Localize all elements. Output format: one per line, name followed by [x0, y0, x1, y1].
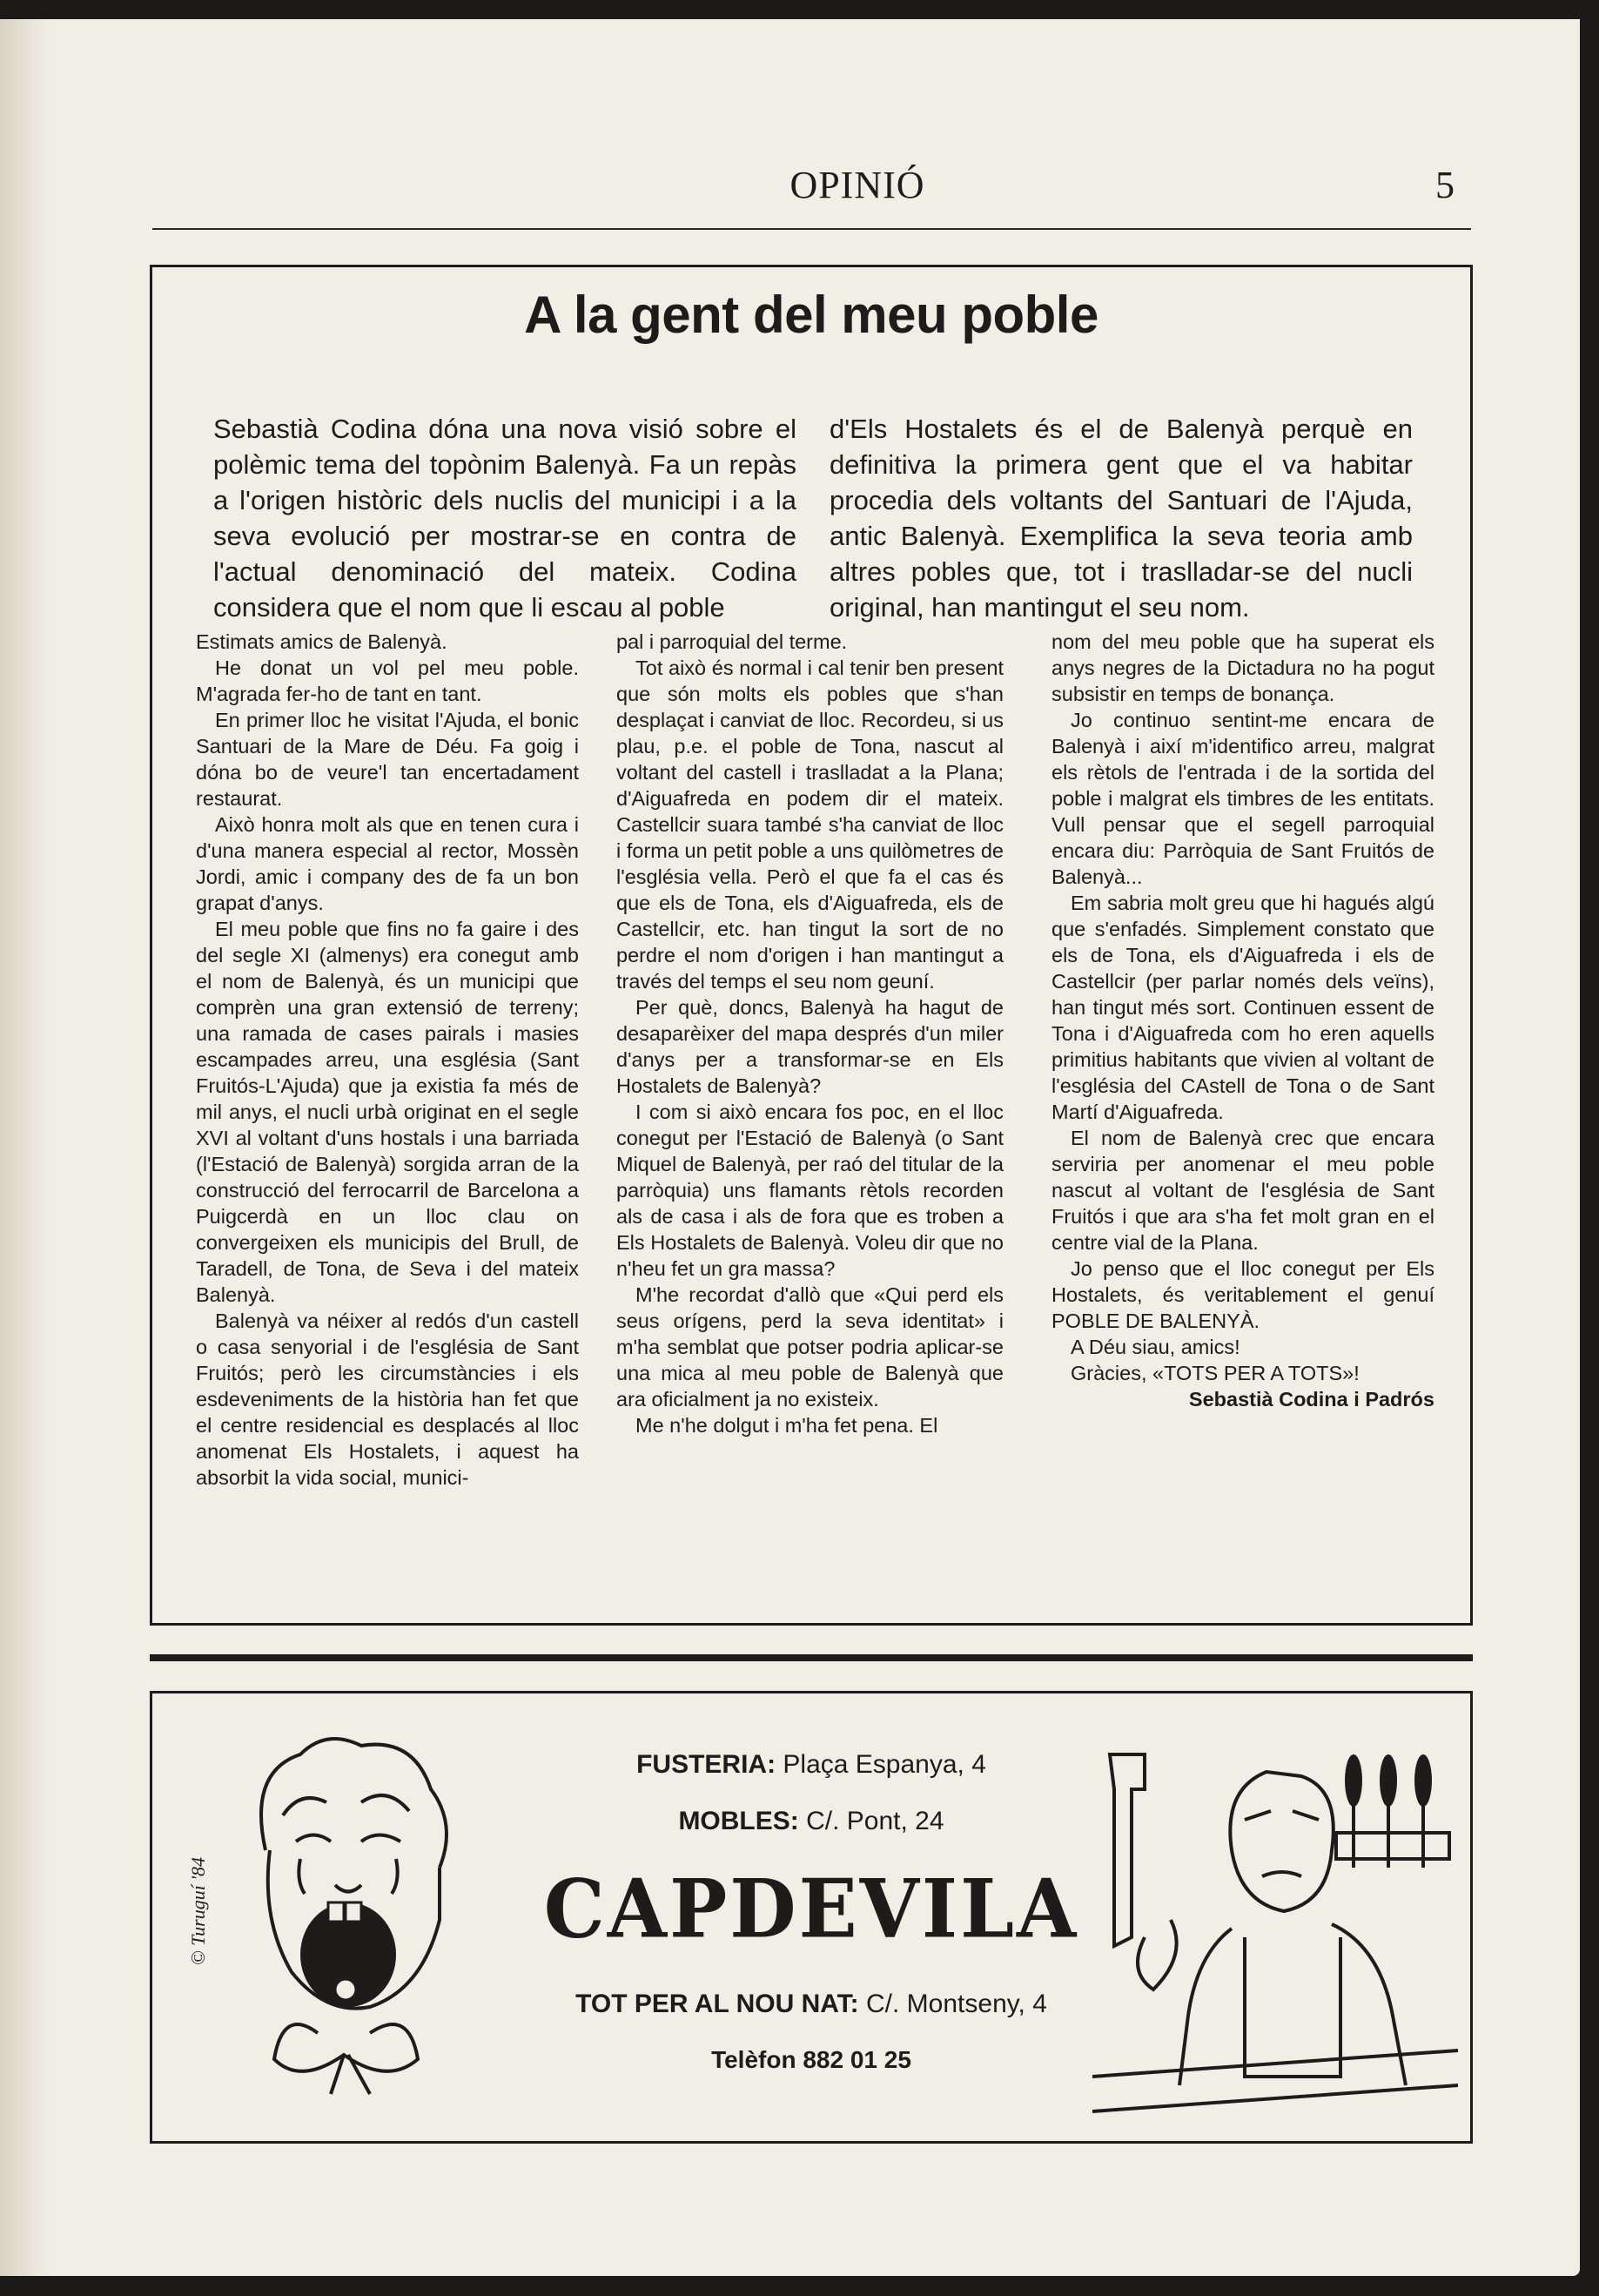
paragraph: Tot això és normal i cal tenir ben present que són molts els pobles que s'han desplaçat i canviat de lloc. Recordeu, si us plau, p.e. el poble de Tona, nascut al voltant del castell i traslladat a la Plana; d'Aiguafreda en podem dir el mateix. Castellcir suara també s'ha canviat de lloc i forma un petit poble a uns quilòmetres de l'església vella. Però el que fa el cas és que els de Tona, els d'Aiguafreda, els de Castellcir, etc. han tingut la sort de no perdre el nom d'origen i han mantingut a través del temps el seu nom geuní.: [616, 656, 1004, 993]
section-title: OPINIÓ: [789, 164, 925, 206]
paragraph: He donat un vol pel meu poble. M'agrada fer-ho de tant en tant.: [196, 656, 579, 705]
paragraph: En primer lloc he visitat l'Ajuda, el bonic Santuari de la Mare de Déu. Fa goig i dóna bo de veure'l tan encertadament restaurat.: [196, 709, 579, 810]
paragraph: Gràcies, «TOTS PER A TOTS»!: [1071, 1362, 1360, 1384]
advertisement: [150, 1691, 1473, 2144]
newspaper-page: [0, 19, 1580, 2276]
article-column-3: [1051, 629, 1434, 1412]
paragraph: El nom de Balenyà crec que encara serviria per anomenar el meu poble nascut al voltant de l'església de Sant Fruitós i que ara s'ha fet molt gran en el centre vial de la Plana.: [1051, 1127, 1434, 1254]
paragraph: Jo continuo sentint-me encara de Balenyà i així m'identifico arreu, malgrat els rètols de l'entrada i de la sortida del poble i malgrat els timbres de les entitats. Vull pensar que el segell parroquial encara diu: Parròquia de Sant Fruitós de Balenyà...: [1051, 709, 1434, 888]
paragraph: Estimats amics de Balenyà.: [196, 630, 447, 653]
article-column-1: [196, 629, 579, 1491]
artist-signature: © Turuguí '84: [187, 1856, 209, 1966]
header-rule: [152, 228, 1471, 230]
page-number: 5: [1435, 164, 1455, 206]
paragraph: Me n'he dolgut i m'ha fet pena. El: [635, 1414, 938, 1437]
paragraph: A Déu siau, amics!: [1071, 1336, 1240, 1358]
carpenter-illustration: [1092, 1737, 1458, 2120]
ad-mobles-address: C/. Pont, 24: [806, 1807, 944, 1835]
article-title: A la gent del meu poble: [524, 286, 1098, 344]
ad-fusteria-label: FUSTERIA:: [636, 1750, 776, 1779]
ad-fusteria-address: Plaça Espanya, 4: [783, 1750, 986, 1779]
paragraph: I com si això encara fos poc, en el lloc conegut per l'Estació de Balenyà (o Sant Miquel de Balenyà, per raó del titular de la parròquia) uns flamants rètols recorden als de casa i als de fora que es troben a Els Hostalets de Balenyà. Voleu dir que no n'heu fet un gra massa?: [616, 1101, 1004, 1280]
ad-nounat-label: TOT PER AL NOU NAT:: [575, 1990, 859, 2018]
article-column-2: [616, 629, 1004, 1438]
ad-nounat-address: C/. Montseny, 4: [866, 1990, 1047, 2018]
author-signature: Sebastià Codina i Padrós: [1188, 1388, 1434, 1411]
paragraph: pal i parroquial del terme.: [616, 630, 848, 653]
ad-mobles-label: MOBLES:: [678, 1807, 799, 1835]
article-intro-left: Sebastià Codina dóna una nova visió sobre el polèmic tema del topònim Balenyà. Fa un repàs a l'origen històric dels nuclis del municipi i a la seva evolució per mostrar-se en contra de l'actual denominació del mateix. Codina considera que el nom que li escau al poble: [213, 414, 796, 623]
article-intro-right: d'Els Hostalets és el de Balenyà perquè en definitiva la primera gent que el va habitar procedia dels voltants del Santuari de l'Ajuda, antic Balenyà. Exemplifica la seva teoria amb altres pobles que, tot i traslladar-se del nucli original, han mantingut el seu nom.: [830, 414, 1413, 623]
ad-phone: Telèfon 882 01 25: [711, 2046, 911, 2073]
paragraph: El meu poble que fins no fa gaire i des del segle XI (almenys) era conegut amb el nom de Balenyà, és un municipi que comprèn una gran extensió de terreny; una ramada de cases pairals i masies escampades arreu, una església (Sant Fruitós-L'Ajuda) que ja existia fa més de mil anys, el nucli urbà originat en el segle XVI al voltant d'uns hostals i una barriada (l'Estació de Balenyà) sorgida arran de la construcció del ferrocarril de Barcelona a Puigcerdà en un lloc clau on convergeixen els municipis del Brull, de Taradell, de Tona, de Seva i del mateix Balenyà.: [196, 918, 579, 1306]
paragraph: nom del meu poble que ha superat els anys negres de la Dictadura no ha pogut subsistir en temps de bonança.: [1051, 630, 1434, 705]
paragraph: M'he recordat d'allò que «Qui perd els seus orígens, perd la seva identitat» i m'ha semblat que potser podria aplicar-se una mica al meu poble de Balenyà que ara oficialment ja no existeix.: [616, 1283, 1004, 1411]
paragraph: Això honra molt als que en tenen cura i d'una manera especial al rector, Mossèn Jordi, amic i company des de fa un bon grapat d'anys.: [196, 813, 579, 914]
ad-brand-name: CAPDEVILA: [543, 1861, 1079, 1956]
article-box: [150, 265, 1473, 1626]
paragraph: Balenyà va néixer al redós d'un castell o casa senyorial i de l'església de Sant Fruitós; però les circumstàncies i els esdeveniments de la història han fet que el centre residencial es desplacés al lloc anomenat Els Hostalets, i aquest ha absorbit la vida social, munici-: [196, 1310, 579, 1489]
section-divider: [150, 1654, 1473, 1661]
page-gutter: [0, 19, 54, 2276]
paragraph: Em sabria molt greu que hi hagués algú que s'enfadés. Simplement constato que els de Tona, els d'Aiguafreda i els de Castellcir (per parlar només dels veïns), han tingut més sort. Continuen essent de Tona i d'Aiguafreda com ho eren aquells primitius habitants que vivien al voltant de l'església del CAstell de Tona o de Sant Martí d'Aiguafreda.: [1051, 892, 1434, 1123]
paragraph: Per què, doncs, Balenyà ha hagut de desaparèixer del mapa després d'un miler d'anys per a transformar-se en Els Hostalets de Balenyà?: [616, 996, 1004, 1097]
paragraph: Jo penso que el lloc conegut per Els Hostalets, és veritablement el genuí POBLE DE BALENYÀ.: [1051, 1257, 1434, 1332]
